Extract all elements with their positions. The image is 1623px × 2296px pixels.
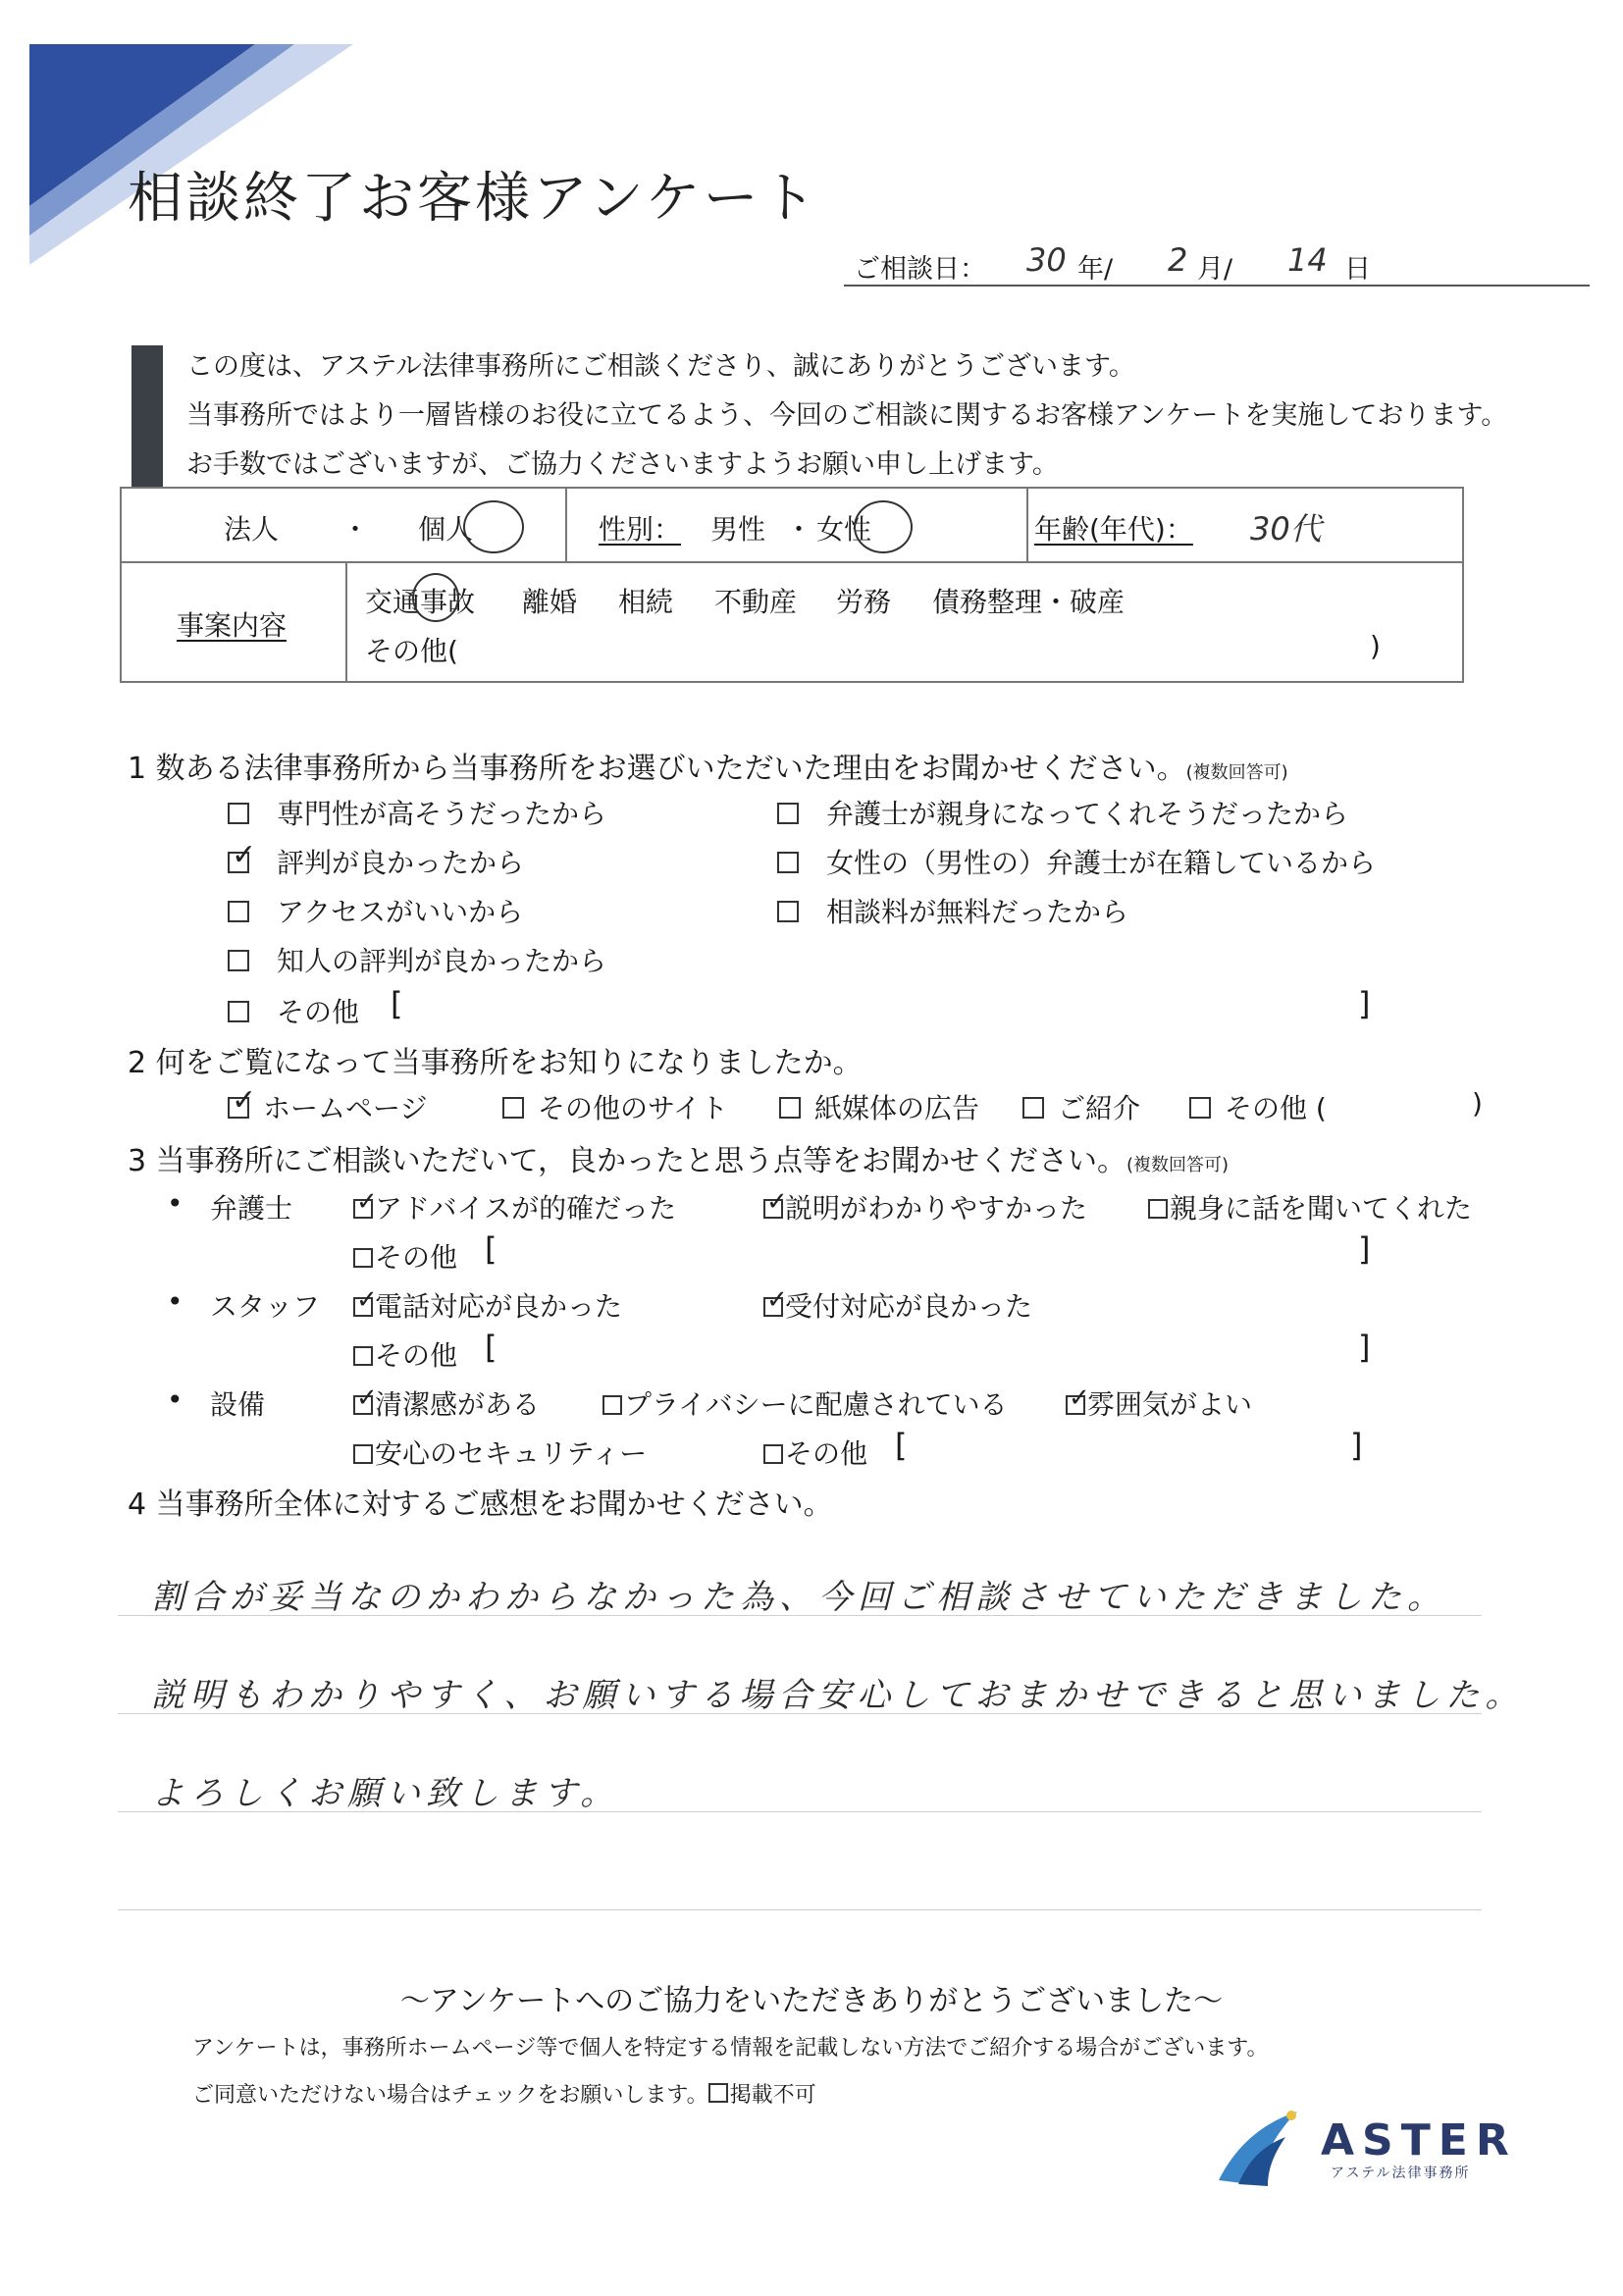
q3-option[interactable]: その他: [353, 1334, 457, 1374]
bracket-open: [: [485, 1329, 497, 1366]
q1-option[interactable]: ✓評判が良かったから: [228, 842, 524, 881]
age-value: 30代: [1250, 510, 1322, 548]
q1-option[interactable]: 弁護士が親身になってくれそうだったから: [777, 793, 1348, 832]
case-option: 債務整理・破産: [932, 586, 1126, 618]
intro-line-1: この度は、アステル法律事務所にご相談くださり、誠にありがとうございます。: [186, 351, 1135, 382]
checkbox[interactable]: [353, 1444, 373, 1464]
bracket-close: ]: [1358, 1230, 1371, 1268]
bracket-close: ]: [1350, 1427, 1363, 1464]
case-other-close: ): [1370, 630, 1381, 662]
checkbox[interactable]: [228, 803, 249, 824]
paren-close: ): [1472, 1087, 1483, 1120]
q3-option[interactable]: ✓ 説明がわかりやすかった: [763, 1187, 1087, 1226]
checkbox-checked[interactable]: [763, 1297, 783, 1317]
q1-option[interactable]: 専門性が高そうだったから: [228, 793, 606, 832]
checkbox-checked[interactable]: [763, 1199, 783, 1219]
optout-checkbox[interactable]: [708, 2083, 728, 2103]
checkbox[interactable]: [1022, 1097, 1044, 1119]
answer-line-2: 説明もわかりやすく、お願いする場合安心しておまかせできると思いました。: [151, 1676, 1525, 1715]
q1-option[interactable]: その他: [228, 991, 359, 1030]
bracket-open: [: [895, 1427, 908, 1464]
group-facilities: 設備: [210, 1388, 266, 1421]
dot-separator: ・: [341, 513, 370, 546]
q2-option[interactable]: ✓ホームページ: [228, 1087, 427, 1126]
answer-line: [118, 1909, 1482, 1910]
question-3: 3 当事務所にご相談いただいて，良かったと思う点等をお聞かせください。(複数回答可): [128, 1144, 1230, 1178]
checkbox[interactable]: [777, 803, 799, 824]
corp-option: 法人: [224, 513, 280, 546]
case-label: 事案内容: [177, 609, 288, 642]
corner-banner: [0, 0, 412, 294]
checkbox-checked[interactable]: [353, 1297, 373, 1317]
q2-option[interactable]: ご紹介: [1022, 1087, 1140, 1126]
question-1: 1 数ある法律事務所から当事務所をお選びいただいた理由をお聞かせください。(複数回答可): [128, 752, 1288, 786]
age-label: 年齢(年代)：: [1034, 513, 1193, 546]
checkbox[interactable]: [353, 1248, 373, 1268]
date-label: ご相談日：: [854, 254, 986, 285]
q3-option[interactable]: その他: [353, 1236, 457, 1276]
q3-option[interactable]: ✓ 電話対応が良かった: [353, 1285, 622, 1325]
checkbox[interactable]: [602, 1395, 622, 1415]
logo-name: ASTER: [1321, 2115, 1517, 2166]
intro-bar: [131, 345, 163, 489]
bracket-open: [: [391, 985, 403, 1022]
multi-answer-note: (複数回答可): [1126, 1155, 1230, 1175]
female-option: 女性: [816, 513, 872, 546]
selection-circle: [412, 573, 459, 622]
dot-separator: ・: [785, 513, 813, 546]
checkbox[interactable]: [779, 1097, 801, 1119]
bullet: •: [167, 1187, 183, 1220]
q1-option[interactable]: 女性の（男性の）弁護士が在籍しているから: [777, 842, 1376, 881]
q1-option[interactable]: 知人の評判が良かったから: [228, 940, 606, 979]
intro-line-3: お手数ではございますが、ご協力くださいますようお願い申し上げます。: [186, 449, 1059, 480]
individual-option: 個人: [418, 513, 474, 546]
q3-option[interactable]: ✓ 清潔感がある: [353, 1383, 540, 1423]
checkbox-checked[interactable]: [228, 852, 249, 873]
case-option: 離婚: [522, 586, 578, 618]
case-option: 交通事故: [365, 586, 476, 618]
checkbox[interactable]: [777, 852, 799, 873]
checkbox[interactable]: [777, 901, 799, 922]
checkbox[interactable]: [502, 1097, 524, 1119]
answer-line-3: よろしくお願い致します。: [151, 1774, 620, 1813]
question-4: 4 当事務所全体に対するご感想をお聞かせください。: [128, 1487, 833, 1522]
checkbox-checked[interactable]: [228, 1097, 249, 1119]
question-2: 2 何をご覧になって当事務所をお知りになりましたか。: [128, 1046, 863, 1080]
publication-note: アンケートは，事務所ホームページ等で個人を特定する情報を記載しない方法でご紹介する場合がございます。: [192, 2036, 1269, 2061]
intro-line-2: 当事務所ではより一層皆様のお役に立てるよう、今回のご相談に関するお客様アンケートを実施しております。: [186, 400, 1508, 431]
date-year-unit: 年/: [1077, 254, 1114, 285]
q3-option[interactable]: プライバシーに配慮されている: [602, 1383, 1008, 1423]
bullet: •: [167, 1383, 183, 1416]
optout-note: ご同意いただけない場合はチェックをお願いします。 掲載不可: [192, 2083, 816, 2108]
date-day: 14: [1287, 241, 1328, 279]
date-year: 30: [1026, 241, 1067, 279]
q3-option[interactable]: その他: [763, 1433, 867, 1472]
optout-label: 掲載不可: [729, 2083, 816, 2108]
selection-circle: [854, 500, 913, 553]
aster-logo-icon: [1209, 2102, 1307, 2190]
male-option: 男性: [710, 513, 766, 546]
q1-option[interactable]: 相談料が無料だったから: [777, 891, 1128, 930]
thanks-message: ～アンケートへのご協力をいただきありがとうございました～: [399, 1984, 1224, 2018]
checkbox[interactable]: [353, 1346, 373, 1366]
checkbox-checked[interactable]: [1066, 1395, 1085, 1415]
case-other: その他(: [365, 635, 458, 667]
date-day-unit: 日: [1344, 254, 1371, 285]
q2-option[interactable]: その他 (: [1189, 1087, 1327, 1126]
selection-circle: [463, 500, 524, 553]
bullet: •: [167, 1285, 183, 1318]
group-lawyer: 弁護士: [210, 1192, 293, 1225]
checkbox[interactable]: [228, 950, 249, 971]
answer-line-1: 割合が妥当なのかわからなかった為、今回ご相談させていただきました。: [151, 1578, 1446, 1617]
checkbox[interactable]: [228, 901, 249, 922]
q2-option[interactable]: 紙媒体の広告: [779, 1087, 979, 1126]
checkbox[interactable]: [763, 1444, 783, 1464]
q3-option[interactable]: ✓ アドバイスが的確だった: [353, 1187, 676, 1226]
q1-option[interactable]: アクセスがいいから: [228, 891, 523, 930]
multi-answer-note: (複数回答可): [1185, 762, 1288, 783]
q3-option[interactable]: ✓ 雰囲気がよい: [1066, 1383, 1252, 1423]
page-title: 相談終了お客様アンケート: [128, 167, 819, 231]
case-option: 相続: [618, 586, 674, 618]
checkbox[interactable]: [1148, 1199, 1168, 1219]
gender-label: 性別：: [599, 513, 682, 546]
q2-option[interactable]: その他のサイト: [502, 1087, 728, 1126]
profile-table: [120, 487, 1464, 683]
group-staff: スタッフ: [210, 1290, 321, 1323]
checkbox-checked[interactable]: [353, 1395, 373, 1415]
q3-option[interactable]: 安心のセキュリティー: [353, 1433, 647, 1472]
case-option: 不動産: [714, 586, 798, 618]
logo-subtitle: アステル法律事務所: [1331, 2166, 1471, 2181]
checkbox-checked[interactable]: [353, 1199, 373, 1219]
q3-option[interactable]: ✓ 受付対応が良かった: [763, 1285, 1032, 1325]
bracket-close: ]: [1358, 985, 1371, 1022]
q3-option[interactable]: 親身に話を聞いてくれた: [1148, 1187, 1472, 1226]
checkbox[interactable]: [1189, 1097, 1211, 1119]
checkbox[interactable]: [228, 1001, 249, 1022]
case-option: 労務: [836, 586, 892, 618]
date-month-unit: 月/: [1197, 254, 1233, 285]
bracket-open: [: [485, 1230, 497, 1268]
consultation-date: [844, 243, 1590, 287]
date-month: 2: [1168, 241, 1188, 279]
bracket-close: ]: [1358, 1329, 1371, 1366]
